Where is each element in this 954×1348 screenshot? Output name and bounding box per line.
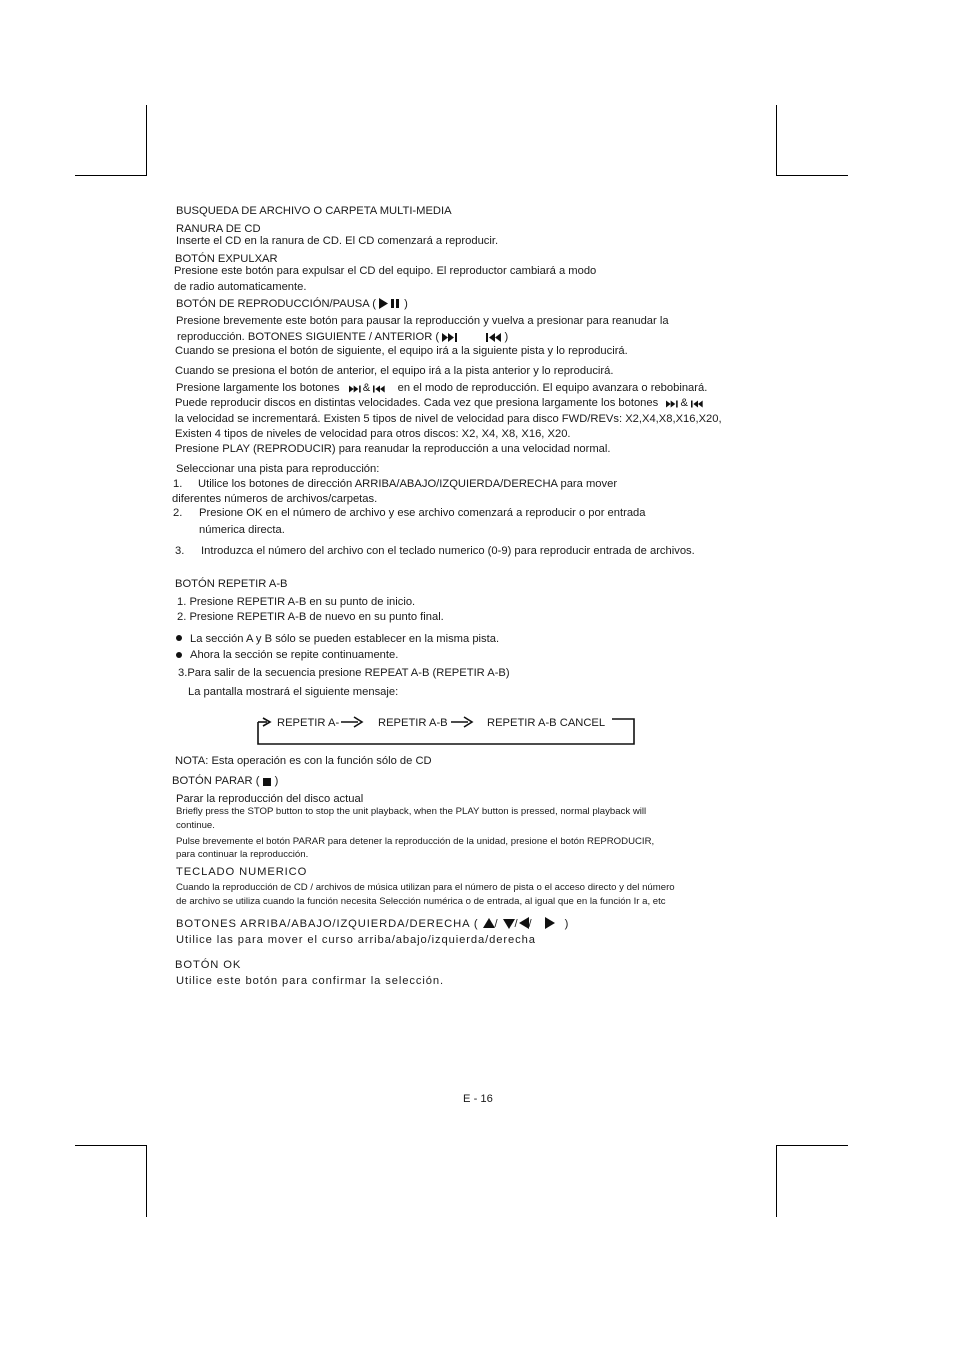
heading-direction-buttons — [176, 917, 569, 931]
bullet-text: La sección A y B sólo se pueden establecer en la misma pista. — [190, 633, 500, 645]
text-fragment: ) — [274, 775, 279, 787]
previous-track-icon — [486, 333, 504, 342]
text-line: Existen 4 tipos de niveles de velocidad para otros discos: X2, X4, X8, X16, X20. — [175, 428, 571, 440]
text-line: 1. Presione REPETIR A-B en su punto de inicio. — [177, 596, 416, 608]
text-fragment: Puede reproducir discos en distintas velocidades. Cada vez que presiona largamente los botones — [175, 397, 659, 409]
text-fragment: / — [528, 918, 533, 930]
text-line: Cuando se presiona el botón de siguiente, el equipo irá a la siguiente pista y lo reproducirá. — [175, 345, 628, 357]
text-line: Pulse brevemente el botón PARAR para detener la reproducción de la unidad, presione el botón REPRODUCIR, — [176, 836, 655, 847]
text-fragment: & — [680, 397, 688, 409]
text-fragment: BOTÓN PARAR ( — [172, 775, 260, 787]
arrow-down-icon — [503, 918, 515, 929]
heading-repetir-ab: BOTÓN REPETIR A-B — [175, 578, 288, 590]
text-line — [176, 381, 707, 395]
text-line — [175, 396, 705, 410]
stop-icon — [263, 777, 272, 786]
text-line: continue. — [176, 820, 215, 831]
next-track-icon — [666, 400, 680, 408]
text-fragment: BOTONES ARRIBA/ABAJO/IZQUIERDA/DERECHA ( — [176, 918, 479, 930]
crop-mark-top-right-horizontal — [776, 175, 848, 176]
repeat-ab-flow-diagram — [0, 706, 954, 766]
previous-track-icon — [691, 400, 705, 408]
flow-step-2: REPETIR A-B — [378, 717, 448, 729]
text-line: Cuando se presiona el botón de anterior, el equipo irá a la pista anterior y lo reproducirá. — [175, 365, 614, 377]
text-line: Parar la reproducción del disco actual — [176, 793, 364, 805]
text-line: La pantalla mostrará el siguiente mensaje: — [188, 686, 399, 698]
list-item: Introduzca el número del archivo con el teclado numerico (0-9) para reproducir entrada de archivos. — [201, 545, 695, 557]
heading-play-pause-label: BOTÓN DE REPRODUCCIÓN/PAUSA ( — [176, 298, 376, 310]
heading-teclado-numerico: TECLADO NUMERICO — [176, 866, 308, 878]
bullet — [176, 635, 182, 641]
text-line: 2. Presione REPETIR A-B de nuevo en su punto final. — [177, 611, 444, 623]
note: NOTA: Esta operación es con la función sólo de CD — [175, 755, 432, 767]
crop-mark-bottom-right-horizontal — [776, 1145, 848, 1146]
heading-play-pause — [176, 297, 408, 311]
text-line: Seleccionar una pista para reproducción: — [176, 463, 380, 475]
text-fragment: ) — [504, 331, 509, 343]
heading-boton-ok: BOTÓN OK — [175, 959, 242, 971]
text-line: de radio automaticamente. — [174, 281, 307, 293]
text-line: Presione este botón para expulsar el CD del equipo. El reproductor cambiará a modo — [174, 265, 597, 277]
list-item: Utilice los botones de dirección ARRIBA/ABAJO/IZQUIERDA/DERECHA para mover — [198, 478, 618, 490]
flow-step-1: REPETIR A- — [277, 717, 340, 729]
text-line: Utilice las para mover el curso arriba/abajo/izquierda/derecha — [176, 934, 536, 946]
crop-mark-top-right-vertical — [776, 105, 777, 175]
text-line: la velocidad se incrementará. Existen 5 tipos de nivel de velocidad para disco FWD/REVs: X2,X4,X8,X16,X20, — [175, 413, 722, 425]
text-fragment: en el modo de reproducción. El equipo avanzara o rebobinará. — [397, 382, 708, 394]
play-pause-icon — [379, 298, 401, 309]
text-line: Utilice este botón para confirmar la selección. — [176, 975, 445, 987]
heading-boton-parar — [172, 774, 278, 788]
text-fragment: & — [362, 382, 371, 394]
list-number: 2. — [173, 507, 183, 519]
previous-track-icon — [373, 385, 387, 393]
list-item: Presione OK en el número de archivo y ese archivo comenzará a reproducir o por entrada — [199, 507, 646, 519]
heading-play-pause-close: ) — [404, 298, 408, 310]
text-fragment: ) — [564, 918, 570, 930]
crop-mark-top-left-vertical — [146, 105, 147, 175]
next-track-icon — [349, 385, 363, 393]
text-line: de archivo se utiliza cuando la función necesita Selección numérica o de entrada, al igual que en la función Ir a, etc — [176, 896, 666, 907]
crop-mark-bottom-left-horizontal — [75, 1145, 147, 1146]
text-line: Presione brevemente este botón para pausar la reproducción y vuelva a presionar para reanudar la — [176, 315, 669, 327]
page-number: E - 16 — [463, 1093, 493, 1105]
text-fragment: reproducción. BOTONES SIGUIENTE / ANTERIOR ( — [177, 331, 440, 343]
arrow-left-icon — [519, 917, 529, 929]
crop-mark-bottom-left-vertical — [146, 1145, 147, 1217]
text-fragment: Presione largamente los botones — [176, 382, 340, 394]
list-number: 3. — [175, 545, 185, 557]
text-line: para continuar la reproducción. — [176, 849, 309, 860]
text-line: Briefly press the STOP button to stop the unit playback, when the PLAY button is pressed, normal playback will — [176, 806, 647, 817]
arrow-right-icon — [545, 917, 555, 929]
crop-mark-top-left-horizontal — [75, 175, 147, 176]
text-line: diferentes números de archivos/carpetas. — [172, 493, 378, 505]
heading-ranura-cd: RANURA DE CD — [176, 223, 261, 235]
bullet — [176, 652, 182, 658]
arrow-up-icon — [483, 918, 495, 929]
list-number: 1. — [173, 478, 183, 490]
next-track-icon — [442, 333, 460, 342]
heading-siguiente-anterior — [177, 330, 508, 344]
crop-mark-bottom-right-vertical — [776, 1145, 777, 1217]
text-line: Cuando la reproducción de CD / archivos de música utilizan para el número de pista o el acceso directo y del número — [176, 882, 675, 893]
heading-boton-expulsar: BOTÓN EXPULXAR — [175, 253, 278, 265]
text-line: Presione PLAY (REPRODUCIR) para reanudar la reproducción a una velocidad normal. — [175, 443, 611, 455]
text-line: 3.Para salir de la secuencia presione REPEAT A-B (REPETIR A-B) — [178, 667, 510, 679]
section-heading-busqueda: BUSQUEDA DE ARCHIVO O CARPETA MULTI-MEDIA — [176, 205, 452, 217]
text-line: Inserte el CD en la ranura de CD. El CD comenzará a reproducir. — [176, 235, 499, 247]
text-fragment: / — [494, 918, 499, 930]
flow-step-3: REPETIR A-B CANCEL — [487, 717, 606, 729]
text-fragment: / — [514, 918, 519, 930]
text-line: númerica directa. — [199, 524, 285, 536]
bullet-text: Ahora la sección se repite continuamente. — [190, 649, 399, 661]
